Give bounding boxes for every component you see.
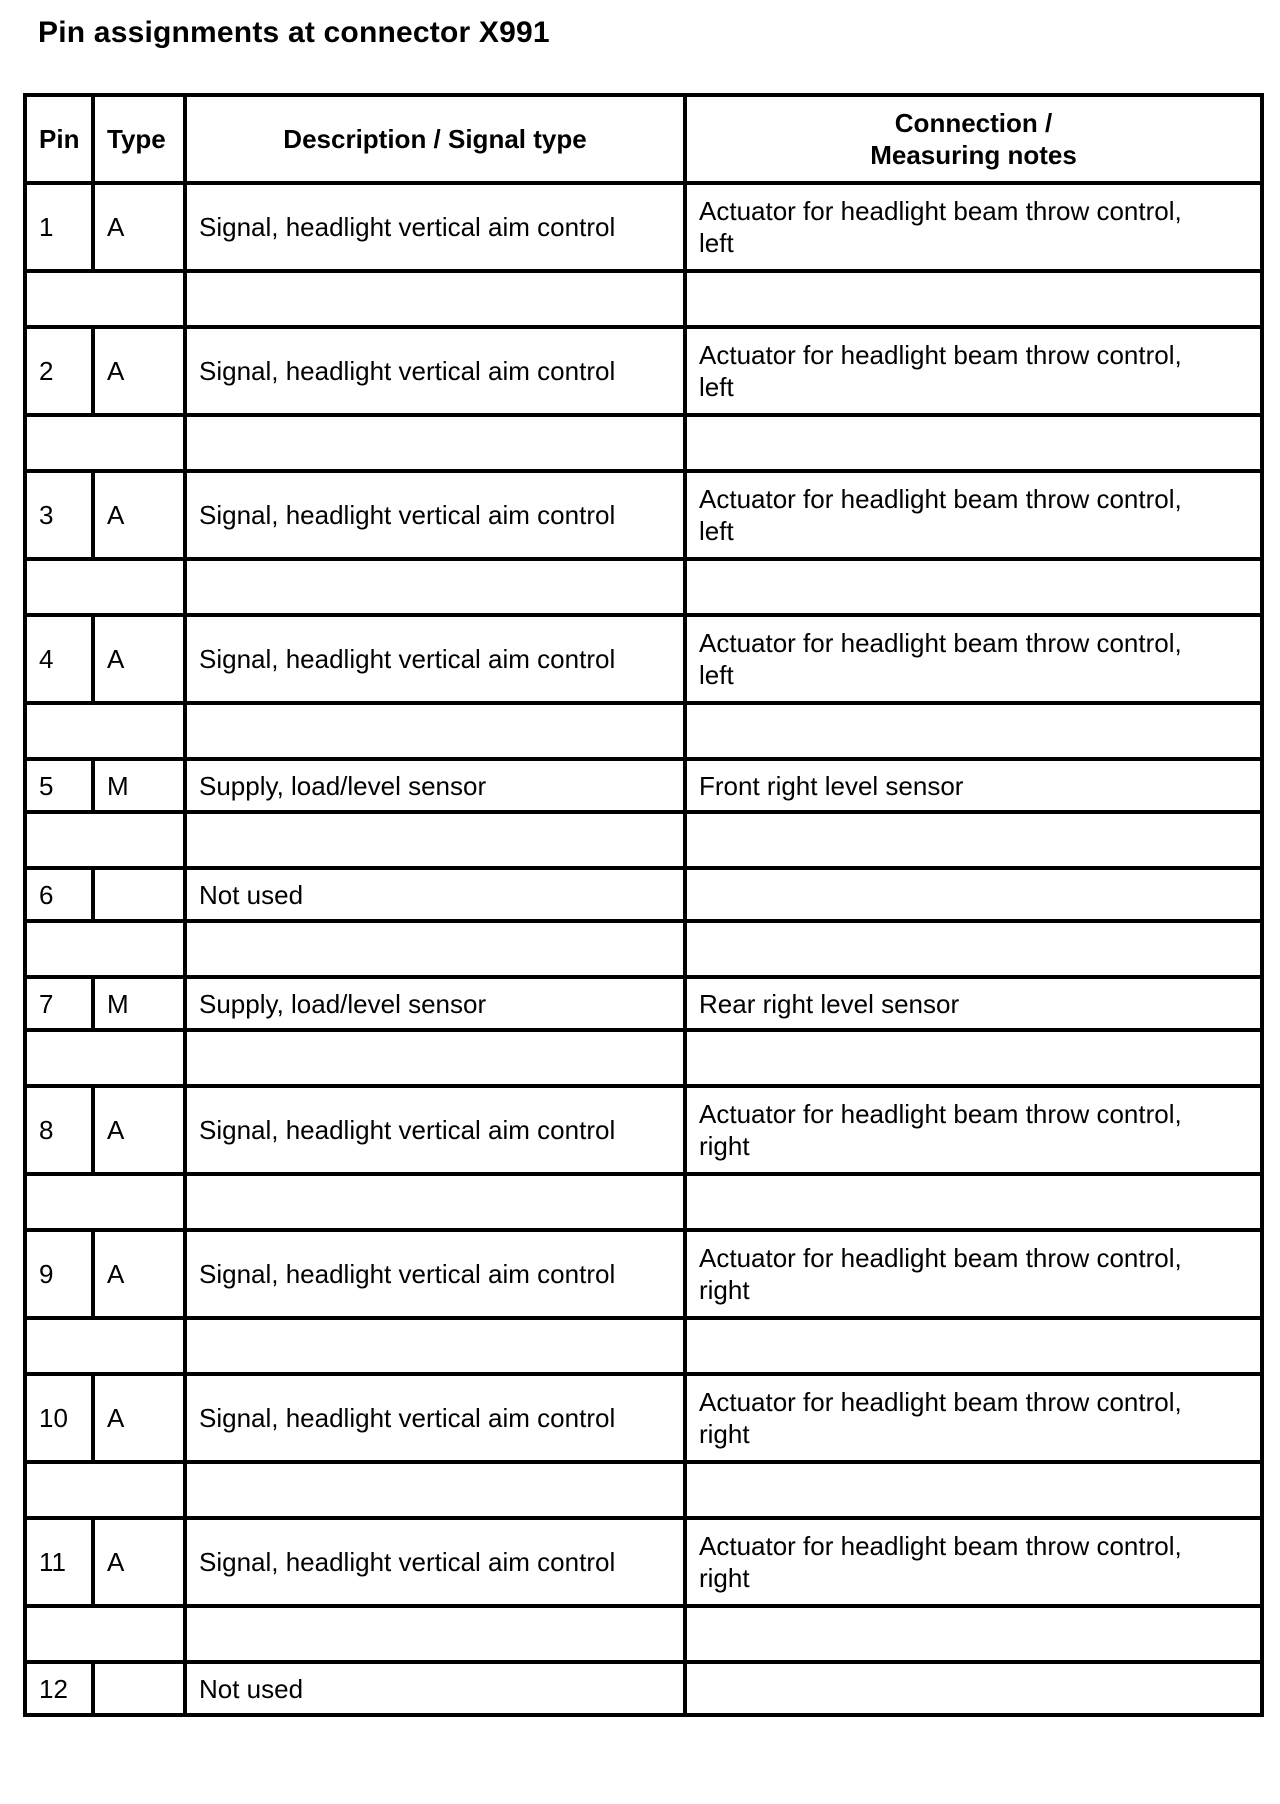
description-cell: Not used	[185, 1662, 685, 1715]
spacer-row	[25, 1606, 1262, 1662]
note-cell	[685, 1662, 1262, 1715]
pin-cell: 11	[25, 1518, 93, 1606]
description-cell: Signal, headlight vertical aim control	[185, 471, 685, 559]
table-header-row	[25, 95, 1262, 183]
header-description: Description / Signal type	[185, 95, 685, 183]
spacer-row	[25, 271, 1262, 327]
description-cell: Supply, load/level sensor	[185, 977, 685, 1030]
header-connection-line1: Connection /	[894, 108, 1053, 138]
note-cell: Front right level sensor	[685, 759, 1262, 812]
spacer-row	[25, 1462, 1262, 1518]
note-cell	[685, 1518, 1262, 1606]
spacer-row	[25, 921, 1262, 977]
table-row	[25, 1374, 1262, 1462]
spacer-row	[25, 1318, 1262, 1374]
type-cell: M	[93, 977, 185, 1030]
type-cell: A	[93, 1518, 185, 1606]
note-line1: Actuator for headlight beam throw control,	[699, 340, 1182, 370]
pin-cell: 4	[25, 615, 93, 703]
header-type: Type	[93, 95, 185, 183]
note-cell	[685, 868, 1262, 921]
note-line1: Actuator for headlight beam throw control,	[699, 628, 1182, 658]
table-row	[25, 868, 1262, 921]
table-row	[25, 183, 1262, 271]
spacer-row	[25, 1174, 1262, 1230]
description-cell: Signal, headlight vertical aim control	[185, 615, 685, 703]
pin-cell: 8	[25, 1086, 93, 1174]
description-cell: Signal, headlight vertical aim control	[185, 183, 685, 271]
note-line1: Actuator for headlight beam throw control,	[699, 484, 1182, 514]
pin-cell: 6	[25, 868, 93, 921]
note-line2: right	[699, 1131, 750, 1161]
spacer-row	[25, 415, 1262, 471]
table-row	[25, 1230, 1262, 1318]
type-cell: A	[93, 1230, 185, 1318]
spacer-row	[25, 1030, 1262, 1086]
note-line1: Actuator for headlight beam throw control,	[699, 1531, 1182, 1561]
type-cell	[93, 868, 185, 921]
note-line1: Actuator for headlight beam throw control,	[699, 1387, 1182, 1417]
table-row	[25, 327, 1262, 415]
note-line1: Actuator for headlight beam throw control,	[699, 1099, 1182, 1129]
pin-cell: 12	[25, 1662, 93, 1715]
table-row	[25, 759, 1262, 812]
table-row	[25, 1662, 1262, 1715]
spacer-row	[25, 559, 1262, 615]
type-cell: A	[93, 1374, 185, 1462]
type-cell	[93, 1662, 185, 1715]
table-row	[25, 471, 1262, 559]
note-line2: right	[699, 1419, 750, 1449]
note-cell: Rear right level sensor	[685, 977, 1262, 1030]
pin-cell: 5	[25, 759, 93, 812]
note-line2: left	[699, 228, 734, 258]
note-line2: right	[699, 1563, 750, 1593]
spacer-row	[25, 812, 1262, 868]
note-cell	[685, 1086, 1262, 1174]
description-cell: Signal, headlight vertical aim control	[185, 1086, 685, 1174]
note-cell	[685, 471, 1262, 559]
note-line2: right	[699, 1275, 750, 1305]
note-line2: left	[699, 516, 734, 546]
description-cell: Supply, load/level sensor	[185, 759, 685, 812]
description-cell: Signal, headlight vertical aim control	[185, 327, 685, 415]
type-cell: A	[93, 1086, 185, 1174]
description-cell: Not used	[185, 868, 685, 921]
note-cell	[685, 615, 1262, 703]
type-cell: A	[93, 183, 185, 271]
note-line1: Actuator for headlight beam throw control,	[699, 1243, 1182, 1273]
type-cell: M	[93, 759, 185, 812]
type-cell: A	[93, 327, 185, 415]
description-cell: Signal, headlight vertical aim control	[185, 1230, 685, 1318]
table-row	[25, 977, 1262, 1030]
note-cell	[685, 183, 1262, 271]
header-connection-line2: Measuring notes	[870, 140, 1077, 170]
note-line1: Actuator for headlight beam throw control,	[699, 196, 1182, 226]
table-row	[25, 1086, 1262, 1174]
note-line2: left	[699, 372, 734, 402]
pin-cell: 7	[25, 977, 93, 1030]
pin-cell: 9	[25, 1230, 93, 1318]
pin-cell: 10	[25, 1374, 93, 1462]
type-cell: A	[93, 615, 185, 703]
pin-cell: 1	[25, 183, 93, 271]
table-row	[25, 615, 1262, 703]
spacer-row	[25, 703, 1262, 759]
pin-cell: 2	[25, 327, 93, 415]
note-cell	[685, 1230, 1262, 1318]
note-cell	[685, 327, 1262, 415]
pin-table	[23, 93, 1264, 1717]
description-cell: Signal, headlight vertical aim control	[185, 1374, 685, 1462]
note-line2: left	[699, 660, 734, 690]
page-title: Pin assignments at connector X991	[38, 16, 550, 49]
description-cell: Signal, headlight vertical aim control	[185, 1518, 685, 1606]
table-row	[25, 1518, 1262, 1606]
header-connection	[685, 95, 1262, 183]
note-cell	[685, 1374, 1262, 1462]
pin-cell: 3	[25, 471, 93, 559]
type-cell: A	[93, 471, 185, 559]
header-pin: Pin	[25, 95, 93, 183]
